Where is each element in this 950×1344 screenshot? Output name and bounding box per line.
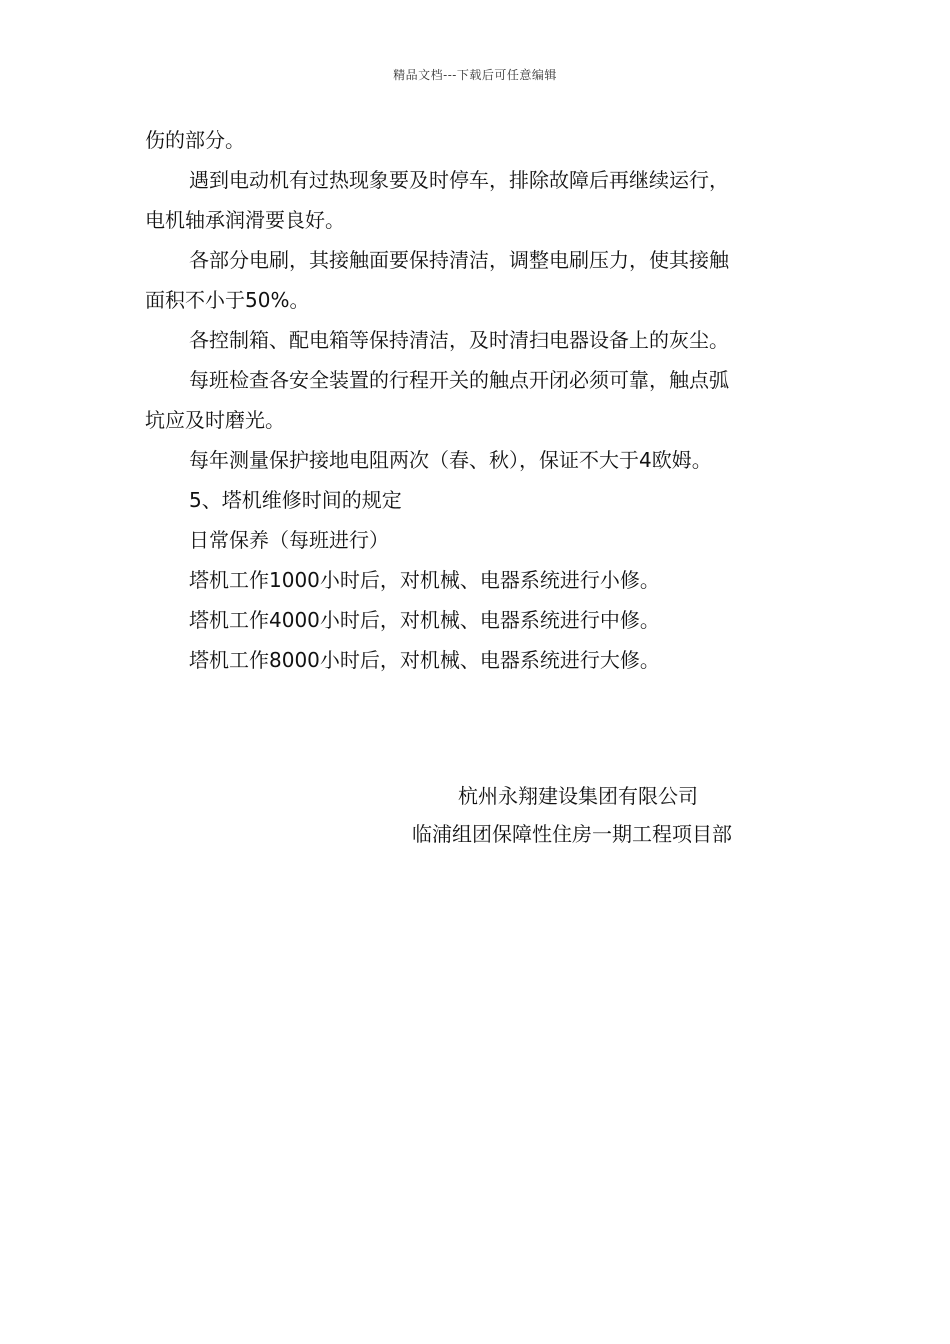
paragraph-line: 坑应及时磨光。 xyxy=(145,408,285,432)
section-heading: 5、塔机维修时间的规定 xyxy=(189,488,402,512)
paragraph-line: 塔机工作8000小时后，对机械、电器系统进行大修。 xyxy=(189,648,660,672)
signature-department: 临浦组团保障性住房一期工程项目部 xyxy=(412,822,732,846)
paragraph-line: 遇到电动机有过热现象要及时停车，排除故障后再继续运行， xyxy=(189,168,729,192)
paragraph-line: 塔机工作1000小时后，对机械、电器系统进行小修。 xyxy=(189,568,660,592)
paragraph-line: 面积不小于50%。 xyxy=(145,288,310,312)
document-body xyxy=(145,120,815,680)
signature-company: 杭州永翔建设集团有限公司 xyxy=(458,784,698,808)
paragraph-line: 日常保养（每班进行） xyxy=(189,528,389,552)
paragraph-line: 伤的部分。 xyxy=(145,128,245,152)
paragraph-line: 电机轴承润滑要良好。 xyxy=(145,208,345,232)
paragraph-line: 各控制箱、配电箱等保持清洁，及时清扫电器设备上的灰尘。 xyxy=(189,328,729,352)
paragraph-line: 每年测量保护接地电阻两次（春、秋），保证不大于4欧姆。 xyxy=(189,448,712,472)
paragraph-line: 各部分电刷，其接触面要保持清洁，调整电刷压力，使其接触 xyxy=(189,248,729,272)
page-header: 精品文档---下载后可任意编辑 xyxy=(393,68,557,82)
paragraph-line: 塔机工作4000小时后，对机械、电器系统进行中修。 xyxy=(189,608,660,632)
paragraph-line: 每班检查各安全装置的行程开关的触点开闭必须可靠，触点弧 xyxy=(189,368,729,392)
